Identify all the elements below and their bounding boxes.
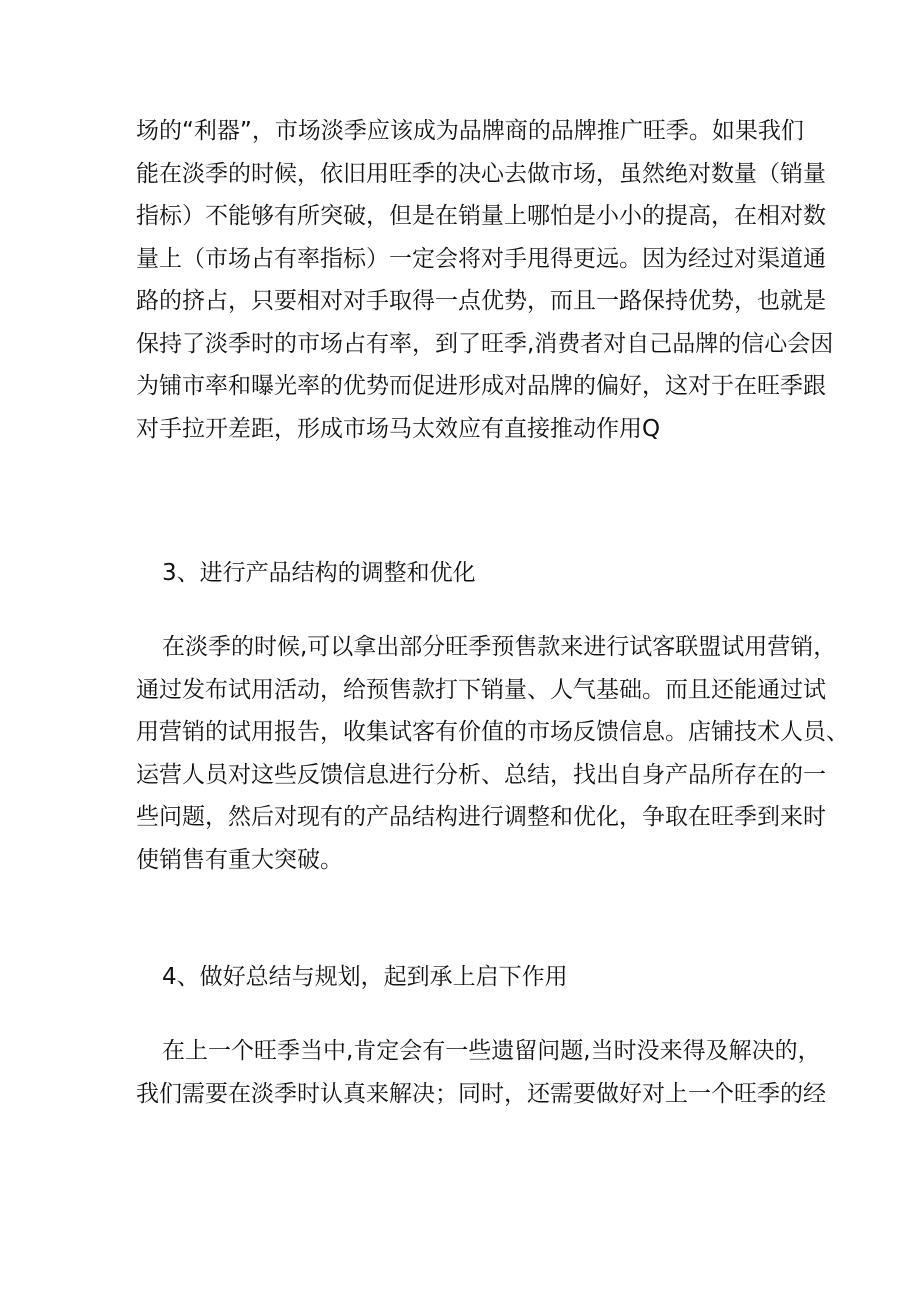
text-line: 能在淡季的时候，依旧用旺季的决心去做市场，虽然绝对数量（销量 <box>136 160 826 187</box>
text-line: 路的挤占，只要相对对手取得一点优势，而且一路保持优势，也就是 <box>136 288 826 314</box>
text-line: 为铺市率和曝光率的优势而促进形成对品牌的偏好，这对于在旺季跟 <box>136 373 826 399</box>
paragraph-summary-planning <box>136 1030 826 1115</box>
text-line: 在上一个旺季当中,肯定会有一些遗留问题,当时没来得及解决的， <box>162 1038 821 1064</box>
text-line: 对手拉开差距，形成市场马太效应有直接推动作用Q <box>136 415 661 442</box>
text-line: 使销售有重大突破。 <box>136 846 343 873</box>
text-line: 我们需要在淡季时认真来解决；同时，还需要做好对上一个旺季的经 <box>136 1080 826 1107</box>
section-heading-3 <box>162 552 822 594</box>
text-line: 在淡季的时候,可以拿出部分旺季预售款来进行试客联盟试用营销， <box>162 634 837 660</box>
text-line: 运营人员对这些反馈信息进行分析、总结，找出自身产品所存在的一 <box>136 761 826 788</box>
text-line: 用营销的试用报告，收集试客有价值的市场反馈信息。店铺技术人员、 <box>136 719 849 745</box>
paragraph-market-offseason <box>136 110 834 450</box>
heading-text: 4、做好总结与规划，起到承上启下作用 <box>162 964 568 990</box>
text-line: 场的“利器”，市场淡季应该成为品牌商的品牌推广旺季。如果我们 <box>136 118 804 144</box>
section-heading-4 <box>162 956 822 998</box>
paragraph-product-structure <box>136 626 849 881</box>
text-line: 量上（市场占有率指标）一定会将对手甩得更远。因为经过对渠道通 <box>136 245 826 272</box>
text-line: 些问题，然后对现有的产品结构进行调整和优化，争取在旺季到来时 <box>136 804 826 830</box>
text-line: 指标）不能够有所突破，但是在销量上哪怕是小小的提高，在相对数 <box>136 203 826 229</box>
text-line: 保持了淡季时的市场占有率，到了旺季,消费者对自己品牌的信心会因 <box>136 330 834 357</box>
text-line: 通过发布试用活动，给预售款打下销量、人气基础。而且还能通过试 <box>136 676 826 703</box>
heading-text: 3、进行产品结构的调整和优化 <box>162 560 476 586</box>
